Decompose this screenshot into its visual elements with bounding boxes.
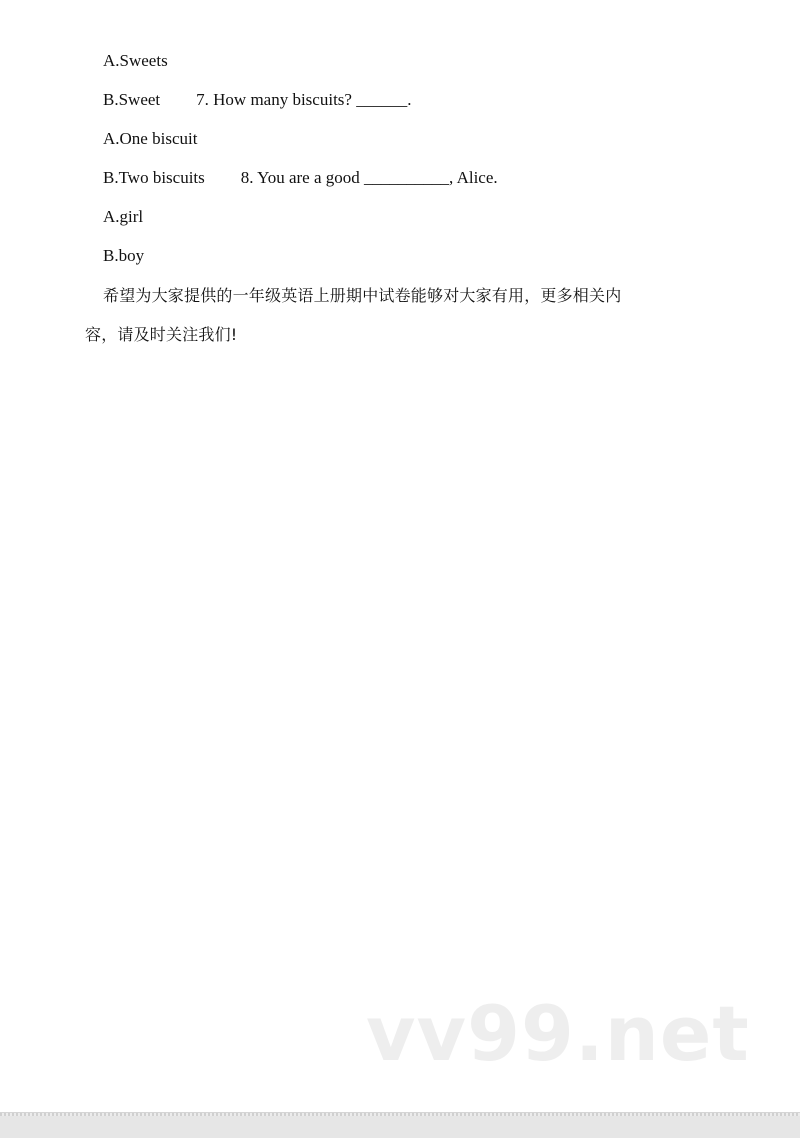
closing-paragraph-line-2: 容，请及时关注我们! bbox=[85, 325, 238, 344]
watermark: vv99.net bbox=[366, 989, 750, 1078]
option-b-two-biscuits-and-question-8 bbox=[103, 167, 498, 189]
option-a-sweets: A.Sweets bbox=[103, 51, 168, 70]
option-b-boy: B.boy bbox=[103, 246, 145, 265]
question-7: 7. How many biscuits? ______. bbox=[196, 90, 412, 109]
closing-paragraph-line-1: 希望为大家提供的一年级英语上册期中试卷能够对大家有用，更多相关内 bbox=[103, 286, 622, 305]
option-a-one-biscuit: A.One biscuit bbox=[103, 129, 198, 148]
page-bottom-edge bbox=[0, 1112, 800, 1138]
question-8: 8. You are a good __________, Alice. bbox=[240, 168, 498, 187]
page-bottom-edge-texture bbox=[0, 1113, 800, 1116]
option-b-sweet: B.Sweet bbox=[103, 90, 161, 109]
option-b-two-biscuits: B.Two biscuits bbox=[103, 168, 205, 187]
option-b-sweet-and-question-7 bbox=[103, 89, 411, 111]
option-a-girl: A.girl bbox=[103, 207, 144, 226]
